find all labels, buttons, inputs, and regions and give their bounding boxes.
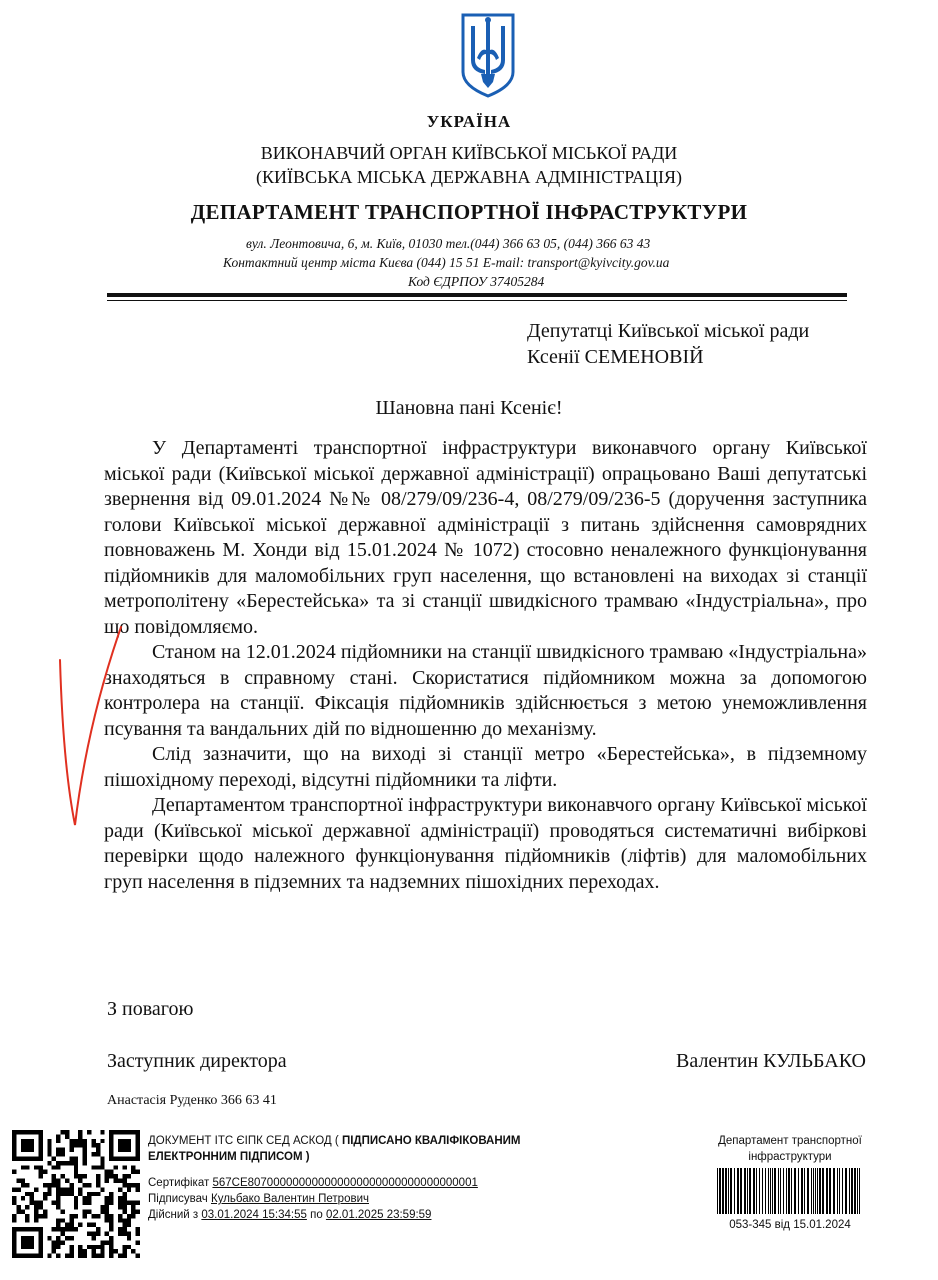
salutation: Шановна пані Ксеніє! bbox=[375, 397, 563, 419]
e-signature-title-bold: ПІДПИСАНО КВАЛІФІКОВАНИМ ЕЛЕКТРОННИМ ПІДПИСОМ bbox=[148, 1135, 521, 1163]
red-check-mark-icon bbox=[55, 625, 125, 830]
header-contact-code: Код ЄДРПОУ 37405284 bbox=[408, 274, 545, 289]
barcode-icon bbox=[715, 1168, 865, 1214]
addressee-line2: Ксенії СЕМЕНОВІЙ bbox=[527, 346, 704, 368]
validity-label: Дійсний з bbox=[148, 1209, 202, 1221]
validity-separator: по bbox=[306, 1209, 326, 1221]
letter-body bbox=[104, 436, 867, 895]
addressee-line1: Депутатці Київської міської ради bbox=[527, 320, 810, 342]
e-signature-signer bbox=[148, 1191, 568, 1207]
header-country: УКРАЇНА bbox=[426, 112, 512, 131]
certificate-label: Сертифікат bbox=[148, 1177, 213, 1189]
e-signature-validity bbox=[148, 1207, 568, 1223]
validity-from: 03.01.2024 15:34:55 bbox=[201, 1209, 307, 1221]
header-divider-thick bbox=[107, 293, 847, 297]
closing-phrase: З повагою bbox=[107, 998, 194, 1020]
executor-contact: Анастасія Руденко 366 63 41 bbox=[107, 1093, 277, 1108]
trident-emblem-icon bbox=[459, 12, 517, 98]
header-org-line2: (КИЇВСЬКА МІСЬКА ДЕРЖАВНА АДМІНІСТРАЦІЯ) bbox=[256, 167, 682, 187]
body-paragraph: У Департаменті транспортної інфраструктури виконавчого органу Київської міської ради (Київської міської державної адміністрації) опрацьовано Ваші депутатські звернення від 09.01.2024 №№ 08/279/09/236-4, 08/279/09/236-5 (доручення заступника голови Київської міської державної адміністрації з питань здійснення самоврядних повноважень М. Хонди від 15.01.2024 № 1072) стосовно неналежного функціонування підйомників для маломобільних груп населення, що встановлені на виходах зі станції метрополітену «Берестейська» та зі станції швидкісного трамваю «Індустріальна», про що повідомляємо. bbox=[104, 437, 867, 638]
header-contact-email: Контактний центр міста Києва (044) 15 51 E-mail: transport@kyivcity.gov.ua bbox=[223, 255, 670, 270]
certificate-value: 567CE807000000000000000000000000000000001 bbox=[212, 1177, 478, 1189]
signatory-role: Заступник директора bbox=[107, 1050, 287, 1072]
body-paragraph: Департаментом транспортної інфраструктури виконавчого органу Київської міської ради (Київської міської державної адміністрації) проводяться систематичні вибіркові перевірки щодо належного функціонування підйомників (ліфтів) для маломобільних груп населення в підземних та надземних пішохідних переходах. bbox=[104, 794, 867, 893]
qr-code-icon bbox=[12, 1130, 140, 1258]
addressee-block bbox=[527, 318, 809, 370]
signatory-name: Валентин КУЛЬБАКО bbox=[676, 1050, 866, 1072]
validity-to: 02.01.2025 23:59:59 bbox=[325, 1209, 432, 1221]
body-paragraph: Слід зазначити, що на виході зі станції метро «Берестейська», в підземному пішохідному переході, відсутні підйомники та ліфти. bbox=[104, 743, 867, 791]
e-signature-certificate bbox=[148, 1175, 568, 1191]
e-signature-title-prefix: ДОКУМЕНТ ІТС ЄІПК СЕД АСКОД ( bbox=[148, 1135, 342, 1147]
header-department: ДЕПАРТАМЕНТ ТРАНСПОРТНОЇ ІНФРАСТРУКТУРИ bbox=[190, 200, 748, 224]
header-divider-thin bbox=[107, 300, 847, 301]
body-paragraph: Станом на 12.01.2024 підйомники на станції швидкісного трамваю «Індустріальна» знаходяться в справному стані. Скористатися підйомником можна за допомогою контролера на станції. Фіксація підйомників здійснюється з метою унеможливлення псування та вандальних дій по відношенню до механізму. bbox=[104, 641, 867, 740]
signer-label: Підписувач bbox=[148, 1193, 211, 1205]
signer-value: Кульбако Валентин Петрович bbox=[211, 1193, 369, 1205]
registration-number: 053-345 від 15.01.2024 bbox=[729, 1219, 851, 1231]
e-signature-title-suffix: ) bbox=[302, 1151, 310, 1163]
e-signature-stamp bbox=[148, 1133, 568, 1223]
header-org-line1: ВИКОНАВЧИЙ ОРГАН КИЇВСЬКОЇ МІСЬКОЇ РАДИ bbox=[260, 143, 678, 163]
header-contact-address: вул. Леонтовича, 6, м. Київ, 01030 тел.(044) 366 63 05, (044) 366 63 43 bbox=[246, 236, 651, 251]
registration-department: Департамент транспортної інфраструктури bbox=[718, 1135, 862, 1163]
e-signature-title bbox=[148, 1133, 568, 1165]
